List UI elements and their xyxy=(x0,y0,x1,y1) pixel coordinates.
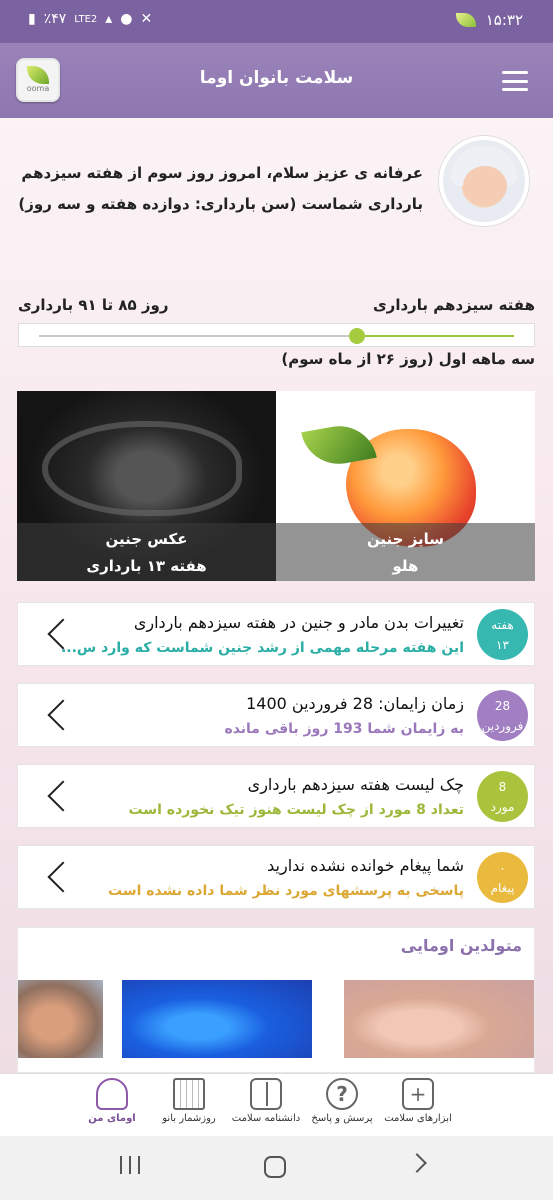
nav-label: ابزارهای سلامت xyxy=(384,1113,452,1124)
nav-label: اومای من xyxy=(88,1113,136,1124)
fetus-photo-label: عکس جنین xyxy=(105,530,188,548)
woman-profile-icon xyxy=(96,1078,128,1110)
card-title: شما پیغام خوانده نشده ندارید xyxy=(267,856,464,875)
pregnancy-progress-bar xyxy=(18,323,535,347)
hamburger-menu-icon[interactable] xyxy=(502,71,528,91)
progress-fill xyxy=(357,335,514,337)
checklist-badge: 8 مورد xyxy=(477,771,528,822)
births-section xyxy=(17,927,535,1073)
fetus-size-label: سایز جنین xyxy=(366,530,445,548)
card-title: زمان زایمان: 28 فروردین 1400 xyxy=(246,694,464,713)
nav-qa[interactable] xyxy=(302,1078,382,1124)
nav-label: پرسش و پاسخ xyxy=(311,1113,373,1124)
home-icon[interactable] xyxy=(264,1156,286,1178)
chevron-left-icon[interactable] xyxy=(47,699,78,730)
card-subtitle: پاسخی به پرسشهای مورد نظر شما داده نشده است xyxy=(108,883,464,899)
clock: ۱۵:۳۲ xyxy=(485,11,523,29)
baby-avatar[interactable] xyxy=(439,136,529,226)
card-title: چک لیست هفته سیزدهم بارداری xyxy=(247,775,464,794)
status-bar xyxy=(0,0,553,43)
day-range: روز ۸۵ تا ۹۱ بارداری xyxy=(18,296,169,314)
calendar-icon xyxy=(173,1078,205,1110)
status-right xyxy=(456,11,523,29)
fetus-photo-caption xyxy=(17,523,276,581)
fetus-size-tile[interactable] xyxy=(276,391,535,581)
medical-kit-icon xyxy=(402,1078,434,1110)
card-subtitle: این هفته مرحله مهمی از رشد جنین شماست که وارد س... xyxy=(60,640,464,656)
network-label: LTE2 xyxy=(74,13,98,25)
location-icon: ● xyxy=(120,11,133,27)
main-content xyxy=(0,118,553,1073)
greeting-text: عرفانه ی عزیز سلام، امروز روز سوم از هفته سیزدهم بارداری شماست (سن بارداری: دوازده هفته و سه روز) xyxy=(18,164,423,213)
card-body-changes[interactable] xyxy=(17,602,535,666)
trimester-text: سه ماهه اول (روز ۲۶ از ماه سوم) xyxy=(281,350,535,368)
births-title: متولدین اومایی xyxy=(400,936,522,955)
chevron-left-icon[interactable] xyxy=(47,780,78,811)
logo-text: ooma xyxy=(26,84,50,93)
recents-icon[interactable] xyxy=(120,1156,140,1174)
nav-my-ooma[interactable] xyxy=(72,1078,152,1124)
message-badge: ۰ پیغام xyxy=(477,852,528,903)
mute-icon: ✕ xyxy=(140,11,153,27)
status-left xyxy=(28,11,152,27)
nav-calendar[interactable] xyxy=(149,1078,229,1124)
nav-encyclopedia[interactable] xyxy=(226,1078,306,1124)
card-messages[interactable] xyxy=(17,845,535,909)
nav-label: دانشنامه سلامت xyxy=(231,1113,301,1124)
fetus-photos xyxy=(17,391,535,581)
app-bar xyxy=(0,43,553,118)
battery-icon: ▮ xyxy=(28,11,36,27)
back-icon[interactable] xyxy=(407,1153,427,1173)
card-subtitle: تعداد 8 مورد از چک لیست هنوز تیک نخورده است xyxy=(128,802,464,818)
fetus-size-value: هلو xyxy=(392,557,419,575)
nav-label: روزشمار بانو xyxy=(162,1113,216,1124)
bottom-nav xyxy=(0,1073,553,1136)
fetus-photo-tile[interactable] xyxy=(17,391,276,581)
battery-level: ٪۴۷ xyxy=(43,11,67,27)
system-nav-bar xyxy=(0,1136,553,1200)
card-title: تغییرات بدن مادر و جنین در هفته سیزدهم بارداری xyxy=(133,613,464,632)
question-icon: ? xyxy=(326,1078,358,1110)
signal-icon: ▴ xyxy=(105,11,113,27)
date-badge: 28 فروردین xyxy=(477,690,528,741)
card-subtitle: به زایمان شما 193 روز باقی مانده xyxy=(224,721,464,737)
week-badge: هفته ۱۳ xyxy=(477,609,528,660)
newborn-photo[interactable] xyxy=(122,980,312,1058)
fetus-photo-week: هفته ۱۳ بارداری xyxy=(86,557,207,575)
nav-health-tools[interactable] xyxy=(378,1078,458,1124)
newborn-photo[interactable] xyxy=(344,980,534,1058)
progress-knob xyxy=(349,328,365,344)
card-checklist[interactable] xyxy=(17,764,535,828)
ultrasound-image xyxy=(42,421,242,516)
week-title: هفته سیزدهم بارداری xyxy=(372,296,535,314)
fetus-size-caption xyxy=(276,523,535,581)
newborn-photo[interactable] xyxy=(18,980,103,1058)
app-title: سلامت بانوان اوما xyxy=(199,68,354,88)
chevron-left-icon[interactable] xyxy=(47,861,78,892)
card-due-date[interactable] xyxy=(17,683,535,747)
book-icon xyxy=(250,1078,282,1110)
app-notification-icon xyxy=(456,13,476,27)
